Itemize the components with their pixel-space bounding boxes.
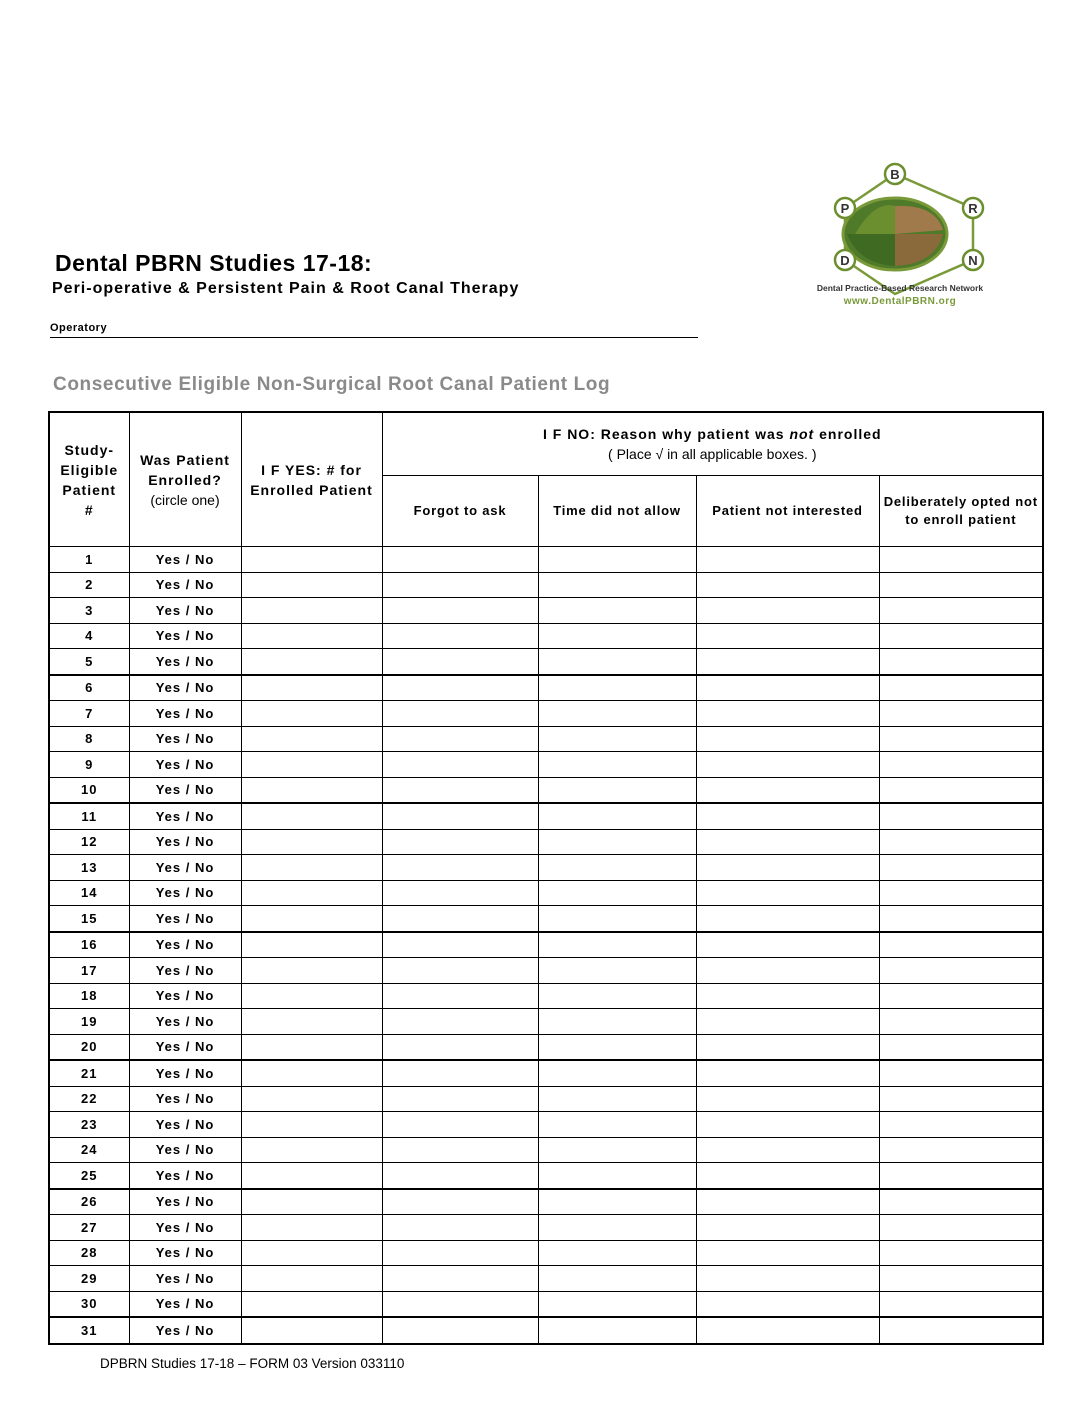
not-interested-checkbox-cell[interactable]	[696, 572, 879, 598]
reason-opted-out-header: Deliberately opted not to enroll patient	[879, 476, 1043, 547]
enrolled-number-cell[interactable]	[241, 726, 382, 752]
enrolled-number-cell[interactable]	[241, 829, 382, 855]
table-row	[49, 1112, 1043, 1138]
not-interested-checkbox-cell[interactable]	[696, 701, 879, 727]
forgot-checkbox-cell[interactable]	[382, 572, 538, 598]
enrolled-yes-no-cell[interactable]: Yes / No	[129, 547, 241, 573]
enrolled-number-cell[interactable]	[241, 777, 382, 803]
patient-number-cell: 30	[49, 1291, 129, 1317]
forgot-checkbox-cell[interactable]	[382, 547, 538, 573]
table-row	[49, 1137, 1043, 1163]
forgot-checkbox-cell[interactable]	[382, 1060, 538, 1086]
table-row	[49, 752, 1043, 778]
time-checkbox-cell[interactable]	[538, 752, 696, 778]
form-subtitle: Peri-operative & Persistent Pain & Root Canal Therapy	[52, 280, 520, 297]
not-interested-checkbox-cell[interactable]	[696, 777, 879, 803]
forgot-checkbox-cell[interactable]	[382, 1009, 538, 1035]
not-interested-checkbox-cell[interactable]	[696, 1291, 879, 1317]
enrolled-number-cell[interactable]	[241, 880, 382, 906]
not-interested-checkbox-cell[interactable]	[696, 598, 879, 624]
enrolled-number-cell[interactable]	[241, 1215, 382, 1241]
form-title: Dental PBRN Studies 17-18:	[55, 250, 373, 276]
forgot-checkbox-cell[interactable]	[382, 752, 538, 778]
not-interested-checkbox-cell[interactable]	[696, 1034, 879, 1060]
patient-number-cell: 6	[49, 675, 129, 701]
forgot-checkbox-cell[interactable]	[382, 855, 538, 881]
forgot-checkbox-cell[interactable]	[382, 932, 538, 958]
table-row	[49, 1266, 1043, 1292]
time-checkbox-cell[interactable]	[538, 1189, 696, 1215]
patient-number-cell: 25	[49, 1163, 129, 1189]
table-row	[49, 1189, 1043, 1215]
forgot-checkbox-cell[interactable]	[382, 701, 538, 727]
svg-text:P: P	[840, 201, 850, 216]
not-interested-checkbox-cell[interactable]	[696, 726, 879, 752]
not-interested-checkbox-cell[interactable]	[696, 983, 879, 1009]
enrolled-number-cell[interactable]	[241, 1086, 382, 1112]
table-row	[49, 1291, 1043, 1317]
patient-number-cell: 21	[49, 1060, 129, 1086]
operatory-field[interactable]	[50, 337, 698, 338]
logo-url: www.DentalPBRN.org	[843, 296, 957, 307]
not-interested-checkbox-cell[interactable]	[696, 1240, 879, 1266]
forgot-checkbox-cell[interactable]	[382, 623, 538, 649]
opted-out-checkbox-cell[interactable]	[879, 649, 1043, 675]
enrolled-yes-no-cell[interactable]: Yes / No	[129, 1086, 241, 1112]
not-interested-checkbox-cell[interactable]	[696, 958, 879, 984]
enrolled-number-cell[interactable]	[241, 1034, 382, 1060]
time-checkbox-cell[interactable]	[538, 1034, 696, 1060]
table-row	[49, 880, 1043, 906]
patient-number-cell: 7	[49, 701, 129, 727]
opted-out-checkbox-cell[interactable]	[879, 1086, 1043, 1112]
reason-not-interested-header: Patient not interested	[696, 476, 879, 547]
not-interested-checkbox-cell[interactable]	[696, 932, 879, 958]
table-row	[49, 1317, 1043, 1344]
patient-number-cell: 3	[49, 598, 129, 624]
enrolled-yes-no-cell[interactable]: Yes / No	[129, 572, 241, 598]
operatory-label: Operatory	[50, 322, 108, 334]
enrolled-yes-no-cell[interactable]: Yes / No	[129, 726, 241, 752]
logo-network-name: Dental Practice-Based Research Network	[816, 283, 984, 293]
enrolled-number-cell[interactable]	[241, 1112, 382, 1138]
opted-out-checkbox-cell[interactable]	[879, 803, 1043, 829]
patient-number-cell: 17	[49, 958, 129, 984]
enrolled-number-cell[interactable]	[241, 932, 382, 958]
not-interested-checkbox-cell[interactable]	[696, 1266, 879, 1292]
enrolled-number-cell[interactable]	[241, 598, 382, 624]
enrolled-number-cell[interactable]	[241, 1291, 382, 1317]
patient-number-cell: 19	[49, 1009, 129, 1035]
enrolled-number-cell[interactable]	[241, 1060, 382, 1086]
enrolled-yes-no-cell[interactable]: Yes / No	[129, 1163, 241, 1189]
enrolled-yes-no-cell[interactable]: Yes / No	[129, 855, 241, 881]
enrolled-yes-no-cell[interactable]: Yes / No	[129, 1009, 241, 1035]
forgot-checkbox-cell[interactable]	[382, 675, 538, 701]
log-heading: Consecutive Eligible Non-Surgical Root Canal Patient Log	[53, 374, 611, 395]
time-checkbox-cell[interactable]	[538, 829, 696, 855]
forgot-checkbox-cell[interactable]	[382, 803, 538, 829]
time-checkbox-cell[interactable]	[538, 1215, 696, 1241]
table-row	[49, 906, 1043, 932]
table-row	[49, 932, 1043, 958]
forgot-checkbox-cell[interactable]	[382, 1163, 538, 1189]
patient-number-cell: 4	[49, 623, 129, 649]
time-checkbox-cell[interactable]	[538, 906, 696, 932]
enrolled-yes-no-cell[interactable]: Yes / No	[129, 623, 241, 649]
enrolled-number-cell[interactable]	[241, 675, 382, 701]
opted-out-checkbox-cell[interactable]	[879, 675, 1043, 701]
patient-number-cell: 1	[49, 547, 129, 573]
table-row	[49, 777, 1043, 803]
not-interested-checkbox-cell[interactable]	[696, 906, 879, 932]
table-row	[49, 547, 1043, 573]
opted-out-checkbox-cell[interactable]	[879, 1112, 1043, 1138]
table-row	[49, 675, 1043, 701]
enrolled-yes-no-cell[interactable]: Yes / No	[129, 598, 241, 624]
forgot-checkbox-cell[interactable]	[382, 1317, 538, 1344]
reason-time-header: Time did not allow	[538, 476, 696, 547]
opted-out-checkbox-cell[interactable]	[879, 726, 1043, 752]
enrolled-number-cell[interactable]	[241, 983, 382, 1009]
patient-number-cell: 29	[49, 1266, 129, 1292]
svg-text:D: D	[840, 253, 850, 268]
opted-out-checkbox-cell[interactable]	[879, 1009, 1043, 1035]
not-interested-checkbox-cell[interactable]	[696, 855, 879, 881]
time-checkbox-cell[interactable]	[538, 1112, 696, 1138]
table-row	[49, 983, 1043, 1009]
time-checkbox-cell[interactable]	[538, 726, 696, 752]
not-interested-checkbox-cell[interactable]	[696, 623, 879, 649]
time-checkbox-cell[interactable]	[538, 880, 696, 906]
patient-number-cell: 28	[49, 1240, 129, 1266]
enrolled-yes-no-cell[interactable]: Yes / No	[129, 1137, 241, 1163]
table-row	[49, 572, 1043, 598]
not-interested-checkbox-cell[interactable]	[696, 803, 879, 829]
patient-number-cell: 18	[49, 983, 129, 1009]
time-checkbox-cell[interactable]	[538, 1163, 696, 1189]
opted-out-checkbox-cell[interactable]	[879, 1034, 1043, 1060]
opted-out-checkbox-cell[interactable]	[879, 1189, 1043, 1215]
enrolled-yes-no-cell[interactable]: Yes / No	[129, 1291, 241, 1317]
forgot-checkbox-cell[interactable]	[382, 649, 538, 675]
time-checkbox-cell[interactable]	[538, 777, 696, 803]
table-row	[49, 1009, 1043, 1035]
time-checkbox-cell[interactable]	[538, 983, 696, 1009]
enrolled-number-cell[interactable]	[241, 547, 382, 573]
patient-number-cell: 15	[49, 906, 129, 932]
enrolled-yes-no-cell[interactable]: Yes / No	[129, 958, 241, 984]
time-checkbox-cell[interactable]	[538, 1291, 696, 1317]
patient-number-cell: 31	[49, 1317, 129, 1344]
time-checkbox-cell[interactable]	[538, 803, 696, 829]
not-interested-checkbox-cell[interactable]	[696, 1112, 879, 1138]
enrolled-yes-no-cell[interactable]: Yes / No	[129, 752, 241, 778]
not-interested-checkbox-cell[interactable]	[696, 752, 879, 778]
enrolled-number-cell[interactable]	[241, 855, 382, 881]
opted-out-checkbox-cell[interactable]	[879, 855, 1043, 881]
not-interested-checkbox-cell[interactable]	[696, 829, 879, 855]
not-interested-checkbox-cell[interactable]	[696, 649, 879, 675]
table-row	[49, 726, 1043, 752]
enrolled-yes-no-cell[interactable]: Yes / No	[129, 983, 241, 1009]
enrolled-number-cell[interactable]	[241, 572, 382, 598]
enrolled-number-cell[interactable]	[241, 1137, 382, 1163]
table-row	[49, 829, 1043, 855]
opted-out-checkbox-cell[interactable]	[879, 752, 1043, 778]
enrolled-number-cell[interactable]	[241, 1163, 382, 1189]
opted-out-checkbox-cell[interactable]	[879, 1240, 1043, 1266]
patient-number-cell: 16	[49, 932, 129, 958]
enrolled-number-header: I F YES: # for Enrolled Patient	[241, 412, 382, 547]
svg-text:B: B	[890, 167, 900, 182]
enrolled-number-cell[interactable]	[241, 701, 382, 727]
time-checkbox-cell[interactable]	[538, 1266, 696, 1292]
patient-number-cell: 9	[49, 752, 129, 778]
table-row	[49, 1215, 1043, 1241]
enrolled-yes-no-cell[interactable]: Yes / No	[129, 1215, 241, 1241]
opted-out-checkbox-cell[interactable]	[879, 1060, 1043, 1086]
not-interested-checkbox-cell[interactable]	[696, 675, 879, 701]
patient-log-table	[48, 411, 1044, 1345]
time-checkbox-cell[interactable]	[538, 649, 696, 675]
time-checkbox-cell[interactable]	[538, 932, 696, 958]
opted-out-checkbox-cell[interactable]	[879, 1266, 1043, 1292]
time-checkbox-cell[interactable]	[538, 1086, 696, 1112]
table-row	[49, 1240, 1043, 1266]
table-row	[49, 1086, 1043, 1112]
svg-text:R: R	[968, 201, 978, 216]
patient-number-cell: 14	[49, 880, 129, 906]
opted-out-checkbox-cell[interactable]	[879, 1163, 1043, 1189]
opted-out-checkbox-cell[interactable]	[879, 777, 1043, 803]
opted-out-checkbox-cell[interactable]	[879, 1137, 1043, 1163]
enrolled-number-cell[interactable]	[241, 752, 382, 778]
forgot-checkbox-cell[interactable]	[382, 598, 538, 624]
enrolled-yes-no-cell[interactable]: Yes / No	[129, 701, 241, 727]
forgot-checkbox-cell[interactable]	[382, 983, 538, 1009]
enrolled-yes-no-cell[interactable]: Yes / No	[129, 1112, 241, 1138]
time-checkbox-cell[interactable]	[538, 1317, 696, 1344]
patient-number-cell: 27	[49, 1215, 129, 1241]
time-checkbox-cell[interactable]	[538, 598, 696, 624]
not-interested-checkbox-cell[interactable]	[696, 547, 879, 573]
forgot-checkbox-cell[interactable]	[382, 1137, 538, 1163]
table-row	[49, 598, 1043, 624]
opted-out-checkbox-cell[interactable]	[879, 983, 1043, 1009]
patient-number-cell: 5	[49, 649, 129, 675]
opted-out-checkbox-cell[interactable]	[879, 1215, 1043, 1241]
opted-out-checkbox-cell[interactable]	[879, 932, 1043, 958]
patient-number-cell: 22	[49, 1086, 129, 1112]
opted-out-checkbox-cell[interactable]	[879, 1317, 1043, 1344]
forgot-checkbox-cell[interactable]	[382, 1266, 538, 1292]
forgot-checkbox-cell[interactable]	[382, 829, 538, 855]
table-row	[49, 803, 1043, 829]
enrolled-yes-no-cell[interactable]: Yes / No	[129, 1060, 241, 1086]
reason-forgot-header: Forgot to ask	[382, 476, 538, 547]
opted-out-checkbox-cell[interactable]	[879, 1291, 1043, 1317]
form-footer: DPBRN Studies 17-18 – FORM 03 Version 033110	[100, 1356, 405, 1371]
patient-number-header: Study- Eligible Patient #	[49, 412, 129, 547]
enrolled-yes-no-cell[interactable]: Yes / No	[129, 1189, 241, 1215]
forgot-checkbox-cell[interactable]	[382, 1215, 538, 1241]
time-checkbox-cell[interactable]	[538, 958, 696, 984]
enrolled-yes-no-cell[interactable]: Yes / No	[129, 675, 241, 701]
time-checkbox-cell[interactable]	[538, 1060, 696, 1086]
enrolled-yes-no-cell[interactable]: Yes / No	[129, 1034, 241, 1060]
enrolled-number-cell[interactable]	[241, 1240, 382, 1266]
enrolled-yes-no-cell[interactable]: Yes / No	[129, 1317, 241, 1344]
enrolled-number-cell[interactable]	[241, 649, 382, 675]
enrolled-yes-no-cell[interactable]: Yes / No	[129, 777, 241, 803]
patient-number-cell: 24	[49, 1137, 129, 1163]
not-interested-checkbox-cell[interactable]	[696, 1163, 879, 1189]
forgot-checkbox-cell[interactable]	[382, 1189, 538, 1215]
opted-out-checkbox-cell[interactable]	[879, 547, 1043, 573]
time-checkbox-cell[interactable]	[538, 1240, 696, 1266]
opted-out-checkbox-cell[interactable]	[879, 906, 1043, 932]
patient-number-cell: 23	[49, 1112, 129, 1138]
forgot-checkbox-cell[interactable]	[382, 1086, 538, 1112]
enrolled-yes-no-cell[interactable]: Yes / No	[129, 649, 241, 675]
patient-number-cell: 11	[49, 803, 129, 829]
enrolled-yes-no-cell[interactable]: Yes / No	[129, 906, 241, 932]
enrolled-yes-no-cell[interactable]: Yes / No	[129, 880, 241, 906]
opted-out-checkbox-cell[interactable]	[879, 572, 1043, 598]
forgot-checkbox-cell[interactable]	[382, 726, 538, 752]
forgot-checkbox-cell[interactable]	[382, 906, 538, 932]
enrolled-number-cell[interactable]	[241, 958, 382, 984]
time-checkbox-cell[interactable]	[538, 855, 696, 881]
enrolled-number-cell[interactable]	[241, 906, 382, 932]
enrolled-yes-no-cell[interactable]: Yes / No	[129, 1266, 241, 1292]
enrolled-yes-no-cell[interactable]: Yes / No	[129, 803, 241, 829]
not-interested-checkbox-cell[interactable]	[696, 880, 879, 906]
not-interested-checkbox-cell[interactable]	[696, 1086, 879, 1112]
svg-text:N: N	[968, 253, 978, 268]
forgot-checkbox-cell[interactable]	[382, 1240, 538, 1266]
forgot-checkbox-cell[interactable]	[382, 1291, 538, 1317]
patient-number-cell: 8	[49, 726, 129, 752]
table-row	[49, 701, 1043, 727]
patient-number-cell: 26	[49, 1189, 129, 1215]
enrolled-number-cell[interactable]	[241, 1009, 382, 1035]
time-checkbox-cell[interactable]	[538, 623, 696, 649]
not-interested-checkbox-cell[interactable]	[696, 1215, 879, 1241]
not-interested-checkbox-cell[interactable]	[696, 1317, 879, 1344]
patient-number-cell: 10	[49, 777, 129, 803]
enrolled-yes-no-cell[interactable]: Yes / No	[129, 1240, 241, 1266]
enrolled-number-cell[interactable]	[241, 1317, 382, 1344]
time-checkbox-cell[interactable]	[538, 572, 696, 598]
enrolled-yes-no-cell[interactable]: Yes / No	[129, 932, 241, 958]
enrolled-yes-no-cell[interactable]: Yes / No	[129, 829, 241, 855]
enrolled-number-cell[interactable]	[241, 1266, 382, 1292]
forgot-checkbox-cell[interactable]	[382, 777, 538, 803]
time-checkbox-cell[interactable]	[538, 1009, 696, 1035]
not-interested-checkbox-cell[interactable]	[696, 1137, 879, 1163]
opted-out-checkbox-cell[interactable]	[879, 598, 1043, 624]
patient-number-cell: 13	[49, 855, 129, 881]
enrolled-header: Was Patient Enrolled? (circle one)	[129, 412, 241, 547]
time-checkbox-cell[interactable]	[538, 547, 696, 573]
table-row	[49, 855, 1043, 881]
opted-out-checkbox-cell[interactable]	[879, 958, 1043, 984]
forgot-checkbox-cell[interactable]	[382, 958, 538, 984]
patient-number-cell: 2	[49, 572, 129, 598]
enrolled-number-cell[interactable]	[241, 803, 382, 829]
patient-number-cell: 20	[49, 1034, 129, 1060]
table-row	[49, 958, 1043, 984]
patient-number-cell: 12	[49, 829, 129, 855]
table-row	[49, 1060, 1043, 1086]
table-row	[49, 1034, 1043, 1060]
time-checkbox-cell[interactable]	[538, 1137, 696, 1163]
opted-out-checkbox-cell[interactable]	[879, 623, 1043, 649]
forgot-checkbox-cell[interactable]	[382, 880, 538, 906]
time-checkbox-cell[interactable]	[538, 701, 696, 727]
table-row	[49, 649, 1043, 675]
forgot-checkbox-cell[interactable]	[382, 1112, 538, 1138]
table-row	[49, 623, 1043, 649]
opted-out-checkbox-cell[interactable]	[879, 829, 1043, 855]
opted-out-checkbox-cell[interactable]	[879, 880, 1043, 906]
not-interested-checkbox-cell[interactable]	[696, 1189, 879, 1215]
not-interested-checkbox-cell[interactable]	[696, 1060, 879, 1086]
opted-out-checkbox-cell[interactable]	[879, 701, 1043, 727]
time-checkbox-cell[interactable]	[538, 675, 696, 701]
not-interested-checkbox-cell[interactable]	[696, 1009, 879, 1035]
table-row	[49, 1163, 1043, 1189]
forgot-checkbox-cell[interactable]	[382, 1034, 538, 1060]
reason-header: I F NO: Reason why patient was not enrolled ( Place √ in all applicable boxes. )	[382, 412, 1043, 476]
enrolled-number-cell[interactable]	[241, 623, 382, 649]
enrolled-number-cell[interactable]	[241, 1189, 382, 1215]
